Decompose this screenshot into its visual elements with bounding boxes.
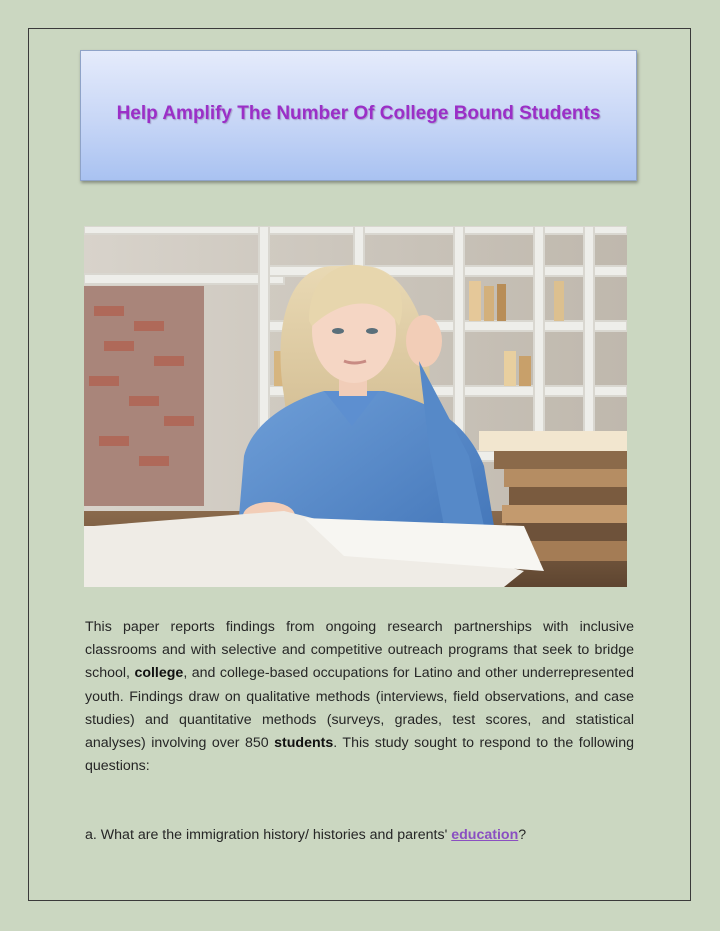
question-a — [85, 824, 634, 847]
title-banner — [80, 50, 637, 181]
question-suffix: ? — [518, 827, 527, 843]
paragraph-text-1: This paper reports findings from ongoing research partnerships with inclusive classrooms and with selective and competitive outreach programs that seek to bridge school, — [85, 619, 634, 682]
keyword-college: college — [134, 665, 184, 682]
page-title: Help Amplify The Number Of College Bound Students — [116, 102, 601, 124]
question-text: a. What are the immigration history/ histories and parents' — [85, 827, 452, 843]
paragraph-text-3: . This study sought to respond to the following questions: — [85, 735, 634, 775]
student-photo — [84, 226, 627, 587]
paragraph-text-2: , and college-based occupations for Latino and other underrepresented youth. Findings draw on qualitative methods (interviews, field observations, and case studies) and quantitative methods (surveys, grades, test scores, and statistical analyses) involving over 850 — [85, 665, 634, 752]
keyword-students: students — [274, 735, 334, 752]
intro-paragraph — [85, 616, 634, 778]
education-link[interactable]: education — [451, 827, 519, 843]
